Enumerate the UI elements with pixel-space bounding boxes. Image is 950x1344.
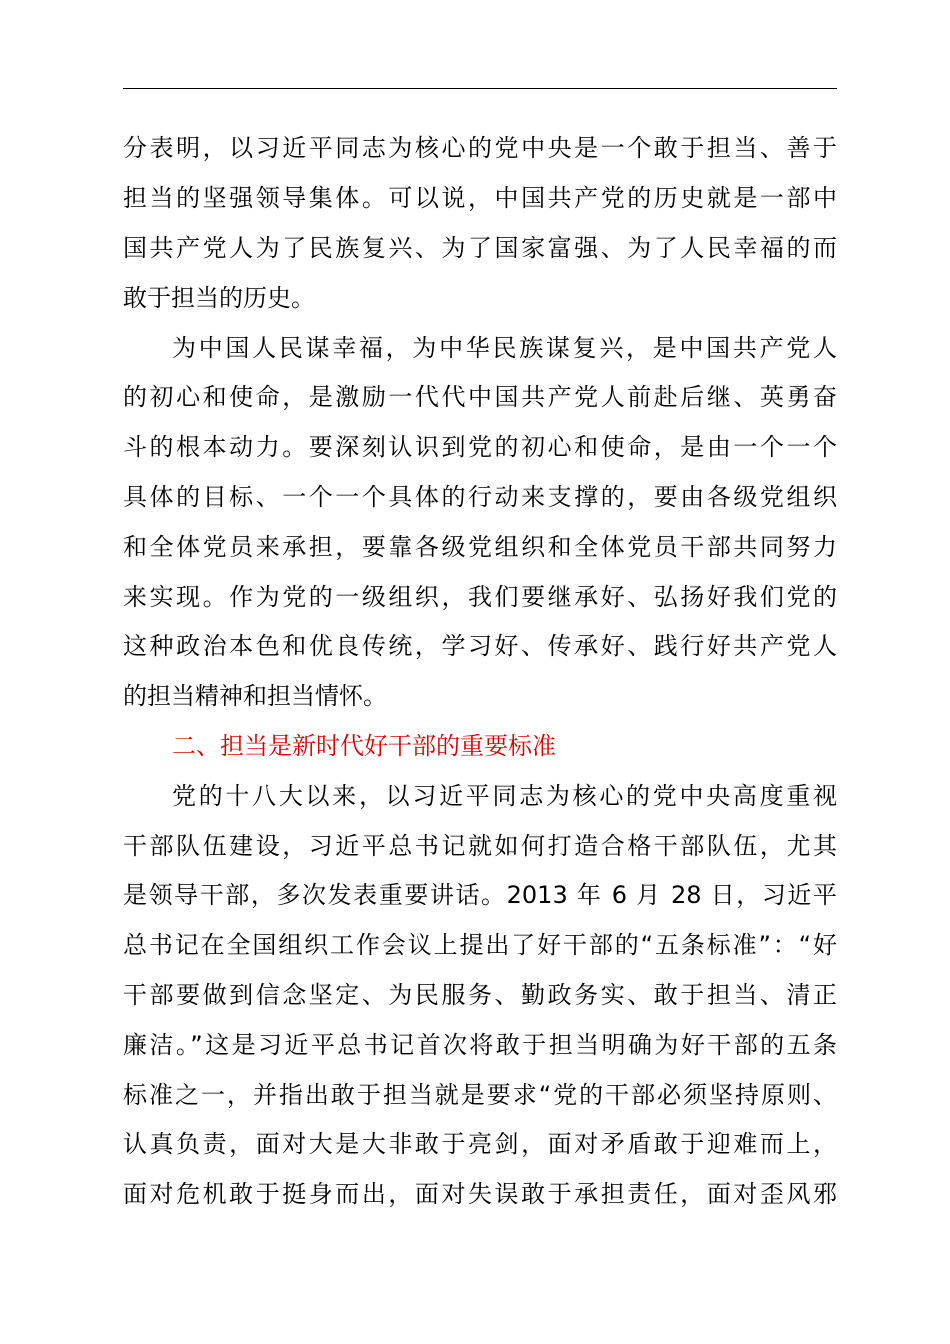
paragraph-line: 面对危机敢于挺身而出，面对失误敢于承担责任，面对歪风邪 xyxy=(123,1180,837,1208)
paragraph-line: 是领导干部，多次发表重要讲话。2013 年 6 月 28 日，习近平 xyxy=(123,881,837,909)
paragraph-first-line: 为中国人民谋幸福，为中华民族谋复兴，是中国共产党人 xyxy=(172,334,837,362)
section-heading: 二、担当是新时代好干部的重要标准 xyxy=(172,732,556,760)
paragraph-line: 敢于担当的历史。 xyxy=(123,284,315,312)
paragraph-line: 标准之一，并指出敢于担当就是要求“党的干部必须坚持原则、 xyxy=(123,1081,837,1109)
paragraph-line: 的担当精神和担当情怀。 xyxy=(123,682,387,710)
paragraph-line: 来实现。作为党的一级组织，我们要继承好、弘扬好我们党的 xyxy=(123,583,837,611)
paragraph-line: 斗的根本动力。要深刻认识到党的初心和使命，是由一个一个 xyxy=(123,433,837,461)
paragraph-line: 担当的坚强领导集体。可以说，中国共产党的历史就是一部中 xyxy=(123,184,837,212)
paragraph-line: 总书记在全国组织工作会议上提出了好干部的“五条标准”：“好 xyxy=(123,931,837,959)
paragraph-line: 分表明，以习近平同志为核心的党中央是一个敢于担当、善于 xyxy=(123,134,837,162)
header-rule xyxy=(123,88,837,89)
paragraph-line: 廉洁。”这是习近平总书记首次将敢于担当明确为好干部的五条 xyxy=(123,1031,837,1059)
paragraph-line: 认真负责，面对大是大非敢于亮剑，面对矛盾敢于迎难而上， xyxy=(123,1130,837,1158)
paragraph-line: 干部队伍建设，习近平总书记就如何打造合格干部队伍，尤其 xyxy=(123,832,837,860)
paragraph-line: 国共产党人为了民族复兴、为了国家富强、为了人民幸福的而 xyxy=(123,234,837,262)
paragraph-line: 的初心和使命，是激励一代代中国共产党人前赴后继、英勇奋 xyxy=(123,383,837,411)
paragraph-line: 这种政治本色和优良传统，学习好、传承好、践行好共产党人 xyxy=(123,632,837,660)
paragraph-line: 和全体党员来承担，要靠各级党组织和全体党员干部共同努力 xyxy=(123,533,837,561)
paragraph-line: 具体的目标、一个一个具体的行动来支撑的，要由各级党组织 xyxy=(123,483,837,511)
paragraph-first-line: 党的十八大以来，以习近平同志为核心的党中央高度重视 xyxy=(172,782,837,810)
paragraph-line: 干部要做到信念坚定、为民服务、勤政务实、敢于担当、清正 xyxy=(123,981,837,1009)
